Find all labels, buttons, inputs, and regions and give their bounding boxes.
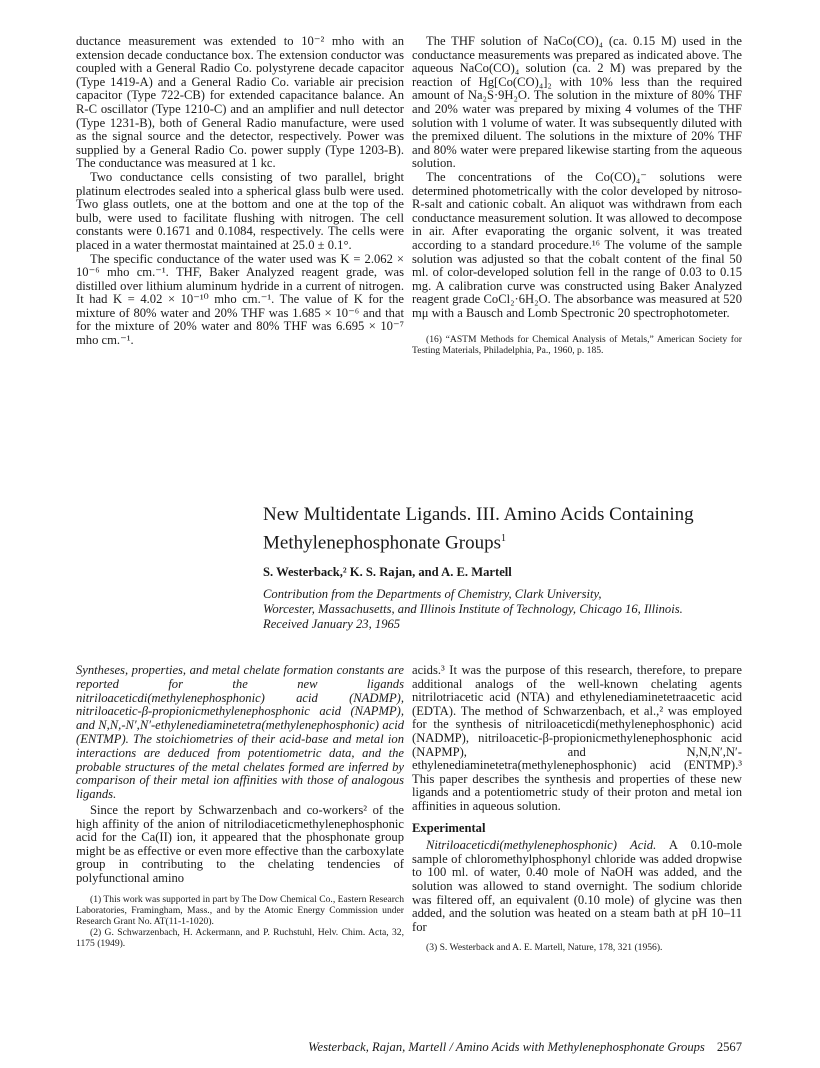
title-line-1: New Multidentate Ligands. III. Amino Acids Containing xyxy=(263,504,694,525)
article-title xyxy=(263,503,763,555)
upper-right-column xyxy=(412,35,742,356)
paragraph: The THF solution of NaCo(CO)₄ (ca. 0.15 M) used in the conductance measurements was prepared as indicated above. The aqueous NaCo(CO)₄ solution (ca. 2 M) was prepared by the reaction of Hg[Co(CO)₄]₂ with 10% less than the required amount of Na₂S·9H₂O. The solution in the mixture of 80% THF and 20% water was prepared by mixing 4 volumes of the THF solution with 1 volume of water. It was subsequently diluted with the premixed diluent. The solutions in the mixture of 20% THF and 80% water were prepared likewise starting from the aqueous solution. xyxy=(412,34,742,171)
affiliation-line-2: Worcester, Massachusetts, and Illinois Institute of Technology, Chicago 16, Illinois. xyxy=(263,601,683,616)
paragraph: acids.³ It was the purpose of this research, therefore, to prepare additional analogs of the well-known chelating agents nitrilotriacetic acid (NTA) and ethylenediaminetetraacetic acid (EDTA). The method of Schwarzenbach, et al.,² was employed for the synthesis of nitriloaceticdi(methylenephosphonic) acid (NADMP), nitriloacetic-β-propionicmethylenephosphonic acid (NAPMP), and N,N,N′,N′-ethylenediaminetetra(methylenephosphonic) acid (ENTMP).³ This paper describes the synthesis and properties of these new ligands and a potentiometric study of their proton and metal ion affinities in aqueous solution. xyxy=(412,663,742,813)
paragraph: Since the report by Schwarzenbach and co-workers² of the high affinity of the anion of nitrilodiaceticmethylenephosphonic acid for the Ca(II) ion, it appeared that the phosphonate group might be as effective or even more effective than the carboxylate group in contributing to the chelating tendencies of polyfunctional amino xyxy=(76,803,404,885)
running-title: Westerback, Rajan, Martell / Amino Acids with Methylenephosphonate Groups xyxy=(308,1040,705,1054)
affiliation xyxy=(263,587,763,631)
received-date: Received January 23, 1965 xyxy=(263,616,401,631)
paragraph: The concentrations of the Co(CO)₄⁻ solutions were determined photometrically with the color developed by nitroso-R-salt and cationic cobalt. An aliquot was withdrawn from each conductance measurement solution. It was allowed to decompose in air. After evaporating the organic solvent, it was treated according to a standard procedure.¹⁶ The volume of the sample solution was adjusted so that the cobalt content of the final 50 ml. of color-developed solution fell in the range of 0.03 to 0.15 mg. A calibration curve was constructed using Baker Analyzed reagent grade CoCl₂·6H₂O. The absorbance was measured at 520 mμ with a Bausch and Lomb Spectronic 20 spectrophotometer. xyxy=(412,169,742,320)
paragraph xyxy=(412,839,742,934)
abstract xyxy=(76,664,404,802)
page-number: 2567 xyxy=(716,1040,742,1054)
lower-right-column xyxy=(412,664,742,953)
paragraph: Two conductance cells consisting of two parallel, bright platinum electrodes sealed into a spherical glass bulb were used. Two glass outlets, one at the bottom and one at the top of the bulb, were used to facilitate flushing with nitrogen. The cell constants were 0.1671 and 0.1084, respectively. The cells were placed in a water thermostat maintained at 25.0 ± 0.1°. xyxy=(76,169,404,252)
footnote-16: (16) “ASTM Methods for Chemical Analysis of Metals,” American Society for Testing Materials, Philadelphia, Pa., 1960, p. 185. xyxy=(412,334,742,357)
lower-left-column xyxy=(76,804,404,949)
footnote-2: (2) G. Schwarzenbach, H. Ackermann, and P. Ruchstuhl, Helv. Chim. Acta, 32, 1175 (1949). xyxy=(76,926,404,949)
paragraph: ductance measurement was extended to 10⁻² mho with an extension decade conductance box. The extension conductor was coupled with a General Radio Co. polystyrene decade capacitor (Type 1419-A) and a General Radio Co. variable air precision capacitor (Type 722-CB) for extended capacitance balance. An R-C oscillator (Type 1210-C) and an amplifier and null detector (Type 1231-B), both of General Radio manufacture, were used as the signal source and the detector, respectively. Power was supplied by a General Radio Co. power supply (Type 1203-B). The conductance was measured at 1 kc. xyxy=(76,34,404,171)
title-line-2: Methylenephosphonate Groups xyxy=(263,532,501,554)
affiliation-line-1: Contribution from the Departments of Chemistry, Clark University, xyxy=(263,587,602,601)
subsection-title: Nitriloaceticdi(methylenephosphonic) Acid. xyxy=(426,838,657,853)
authors: S. Westerback,² K. S. Rajan, and A. E. Martell xyxy=(263,565,512,579)
footnote-3: (3) S. Westerback and A. E. Martell, Nature, 178, 321 (1956). xyxy=(426,942,663,954)
abstract-text: Syntheses, properties, and metal chelate formation constants are reported for the new ligands nitriloaceticdi(methylenephosphonic) acid (NADMP), nitriloacetic-β-propionicmethylenephosphonic acid (NAPMP), and N,N,-N′,N′-ethylenediaminetetra(methylenephosphonic) acid (ENTMP). The stoichiometries of their acid-base and metal ion interactions are deduced from potentiometric data, and the probable structures of the metal chelates formed are inferred by comparison of their metal ion affinities with those of analogous ligands. xyxy=(76,663,404,802)
page-footer xyxy=(76,1040,742,1055)
footnote-1: (1) This work was supported in part by The Dow Chemical Co., Eastern Research Laboratories, Framingham, Mass., and by the Atomic Energy Commission under Research Grant No. AT(11-1-1020). xyxy=(76,893,404,927)
upper-left-column xyxy=(76,35,404,348)
section-heading: Experimental xyxy=(412,820,486,835)
paragraph: The specific conductance of the water used was K = 2.062 × 10⁻⁶ mho cm.⁻¹. THF, Baker Analyzed reagent grade, was distilled over lithium aluminum hydride in a current of nitrogen. It had K = 4.02 × 10⁻¹⁰ mho cm.⁻¹. The value of K for the mixture of 80% water and 20% THF was 1.685 × 10⁻⁶ and that for the mixture of 20% water and 80% THF was 6.695 × 10⁻⁷ mho cm.⁻¹. xyxy=(76,251,404,348)
title-footnote-mark: 1 xyxy=(500,533,506,544)
paragraph-text: A 0.10-mole sample of chloromethylphosphonyl chloride was added dropwise to 100 ml. of water, 0.40 mole of NaOH was added, and the solution was allowed to stand overnight. The sodium chloride was filtered off, an equivalent (0.10 mole) of glycine was then added, and the solution was heated on a steam bath at pH 10–11 for xyxy=(412,838,742,934)
